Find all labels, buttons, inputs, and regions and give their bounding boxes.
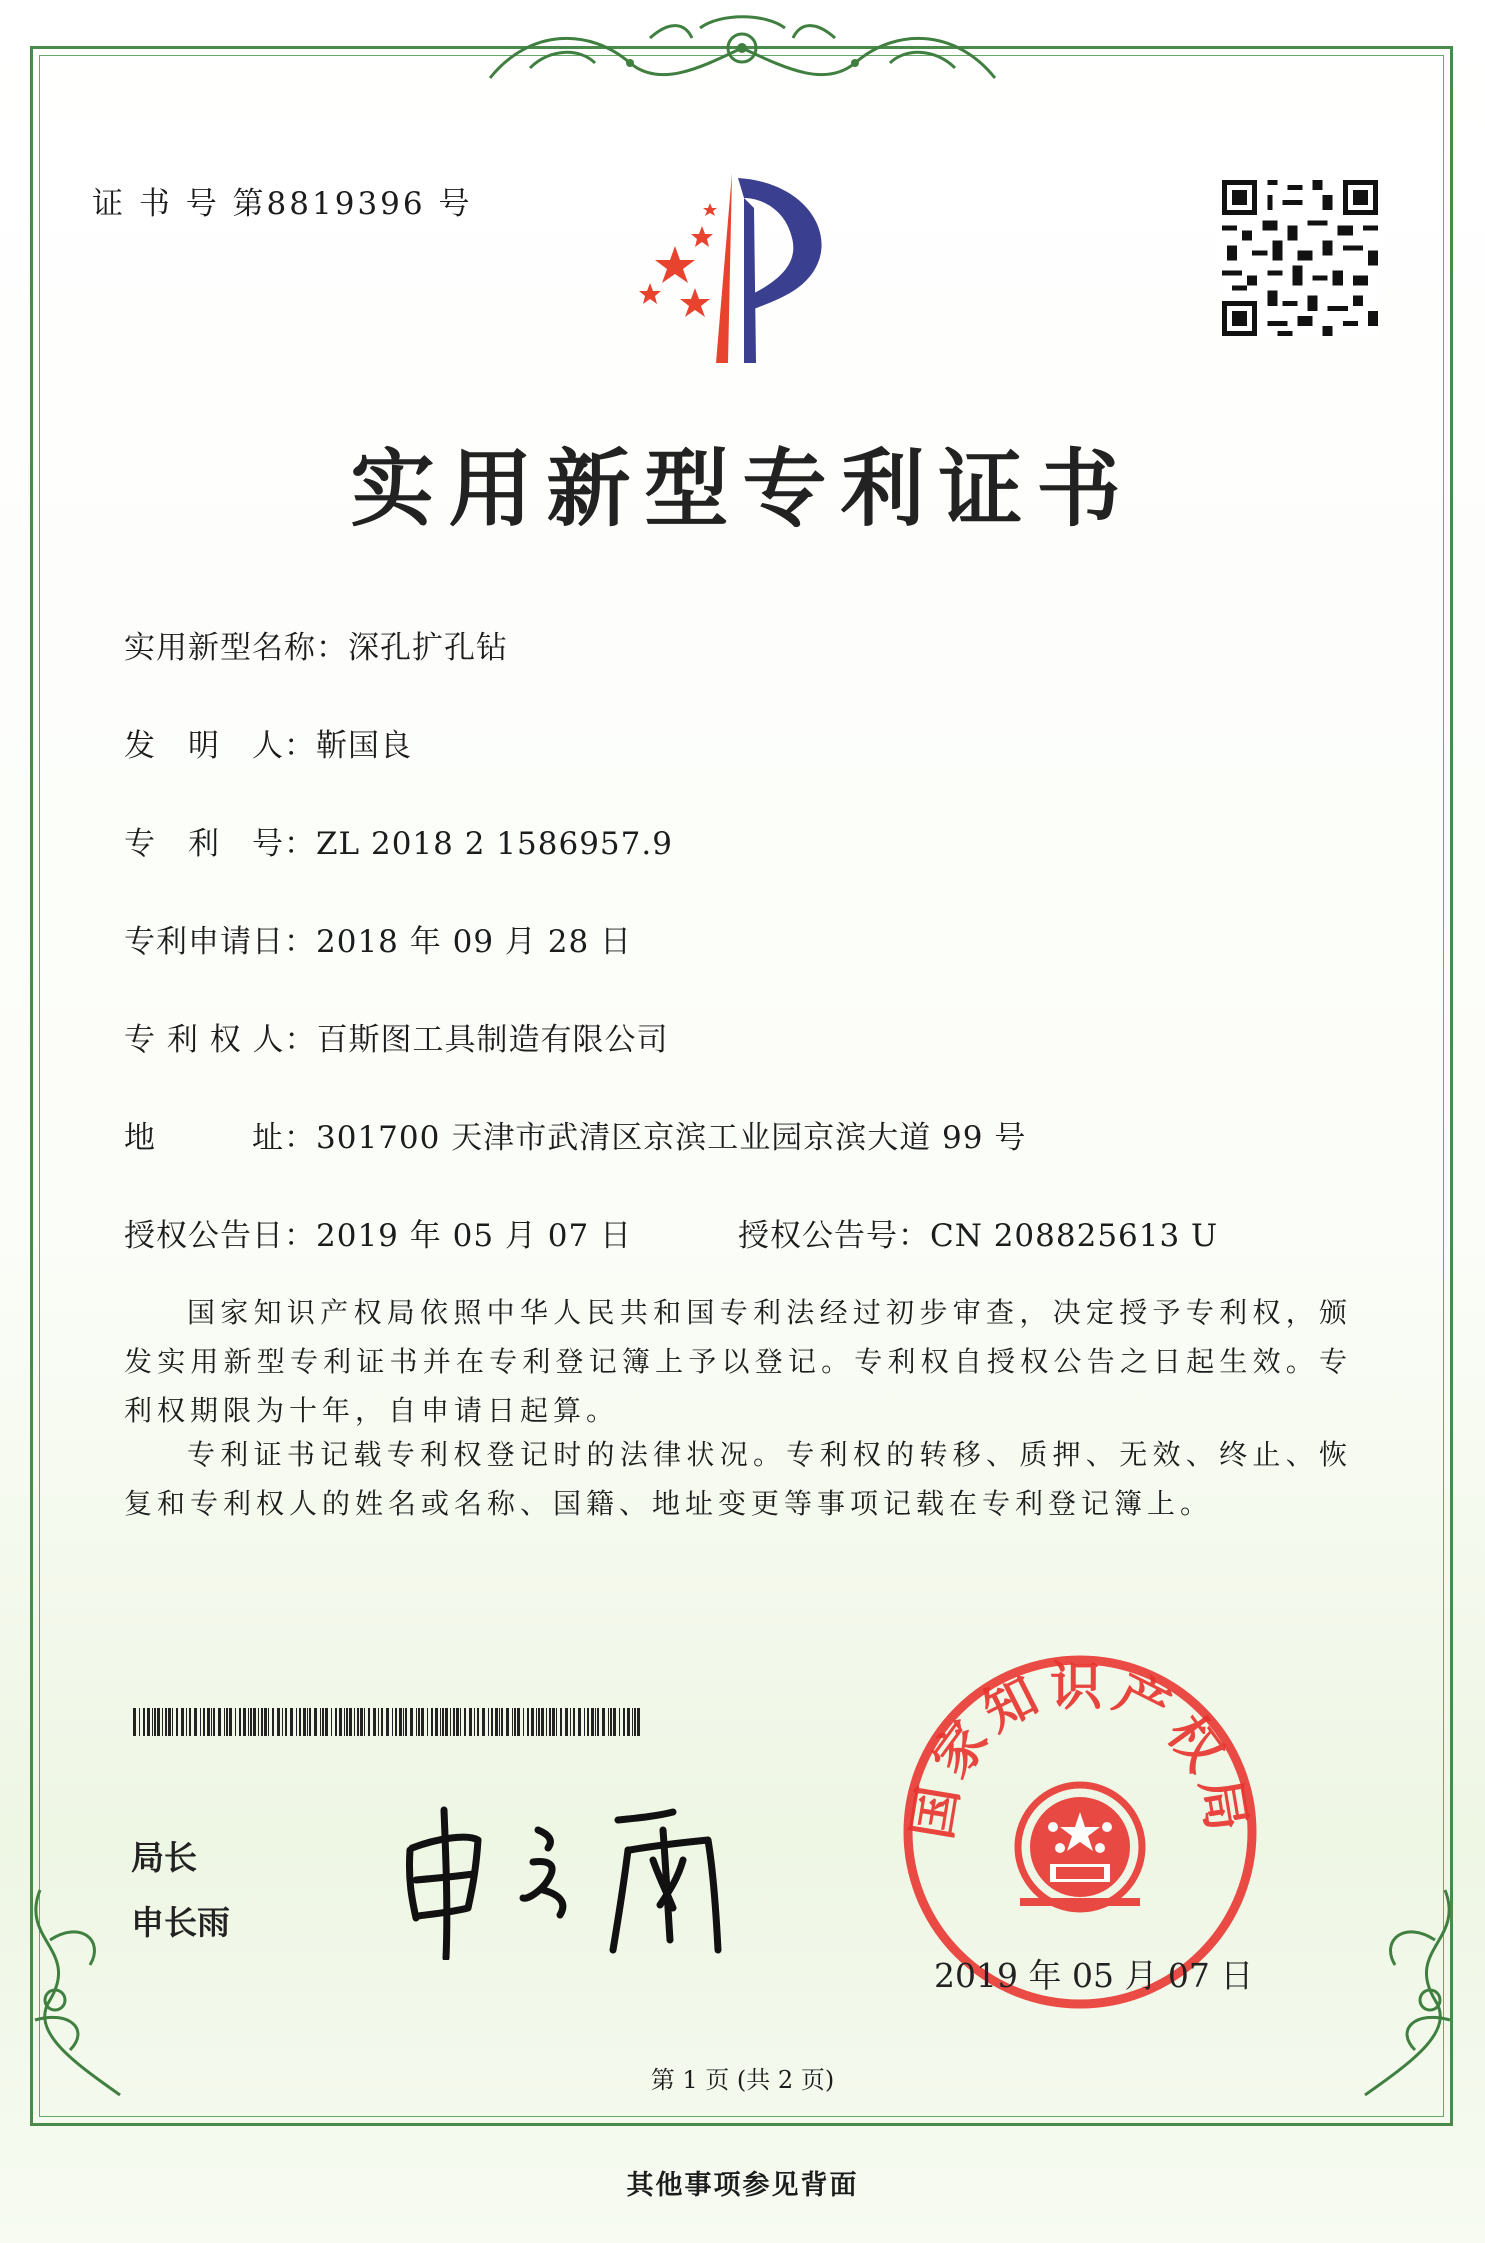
- field-patent-number: [124, 818, 673, 863]
- barcode-icon: [133, 1708, 641, 1736]
- field-value: ZL 2018 2 1586957.9: [316, 826, 673, 862]
- patent-emblem-icon: [620, 168, 870, 368]
- field-label: 专 利 号：: [124, 826, 316, 862]
- page-indicator: 第 1 页 (共 2 页): [650, 2066, 835, 2094]
- field-value: 2019 年 05 月 07 日: [316, 1218, 633, 1254]
- field-inventor: [124, 720, 412, 765]
- field-label: 实用新型名称：: [124, 630, 348, 666]
- field-label: 地 址：: [124, 1120, 316, 1156]
- body-paragraph-1: 国家知识产权局依照中华人民共和国专利法经过初步审查，决定授予专利权，颁发实用新型专利证书并在专利登记簿上予以登记。专利权自授权公告之日起生效。专利权期限为十年，自申请日起算。: [124, 1296, 1352, 1427]
- director-title: 局长: [131, 1838, 197, 1877]
- certificate-title: 实用新型专利证书: [350, 440, 1135, 538]
- top-ornament: [470, 8, 1015, 98]
- field-grant-date: [124, 1210, 632, 1255]
- field-value: 深孔扩孔钻: [348, 630, 508, 666]
- field-label: 专利申请日：: [124, 924, 316, 960]
- svg-text:国家知识产权局: 国家知识产权局: [902, 1657, 1258, 1844]
- field-patentee: [124, 1014, 669, 1059]
- field-value: 靳国良: [316, 728, 412, 764]
- director-name: 申长雨: [131, 1903, 230, 1942]
- footer-note: 其他事项参见背面: [626, 2170, 859, 2201]
- field-value: 百斯图工具制造有限公司: [316, 1022, 669, 1058]
- certificate-number: 证 书 号 第8819396 号: [92, 186, 473, 222]
- field-label: 授权公告日：: [124, 1218, 316, 1254]
- field-grant-number: [738, 1210, 1218, 1255]
- field-value: CN 208825613 U: [930, 1218, 1219, 1254]
- field-value: 2018 年 09 月 28 日: [316, 924, 633, 960]
- field-value: 301700 天津市武清区京滨工业园京滨大道 99 号: [316, 1120, 1027, 1156]
- director-signature: [398, 1790, 753, 1960]
- field-address: [124, 1112, 1026, 1157]
- field-utility-model-name: [124, 622, 508, 667]
- seal-date: 2019 年 05 月 07 日: [934, 1956, 1254, 1995]
- body-paragraph-2: 专利证书记载专利权登记时的法律状况。专利权的转移、质押、无效、终止、恢复和专利权人的姓名或名称、国籍、地址变更等事项记载在专利登记簿上。: [124, 1438, 1352, 1520]
- qr-code-icon: [1222, 180, 1378, 336]
- field-filing-date: [124, 916, 632, 961]
- field-label: 授权公告号：: [738, 1218, 930, 1254]
- field-label: 专 利 权 人：: [124, 1022, 317, 1058]
- field-label: 发 明 人：: [124, 728, 316, 764]
